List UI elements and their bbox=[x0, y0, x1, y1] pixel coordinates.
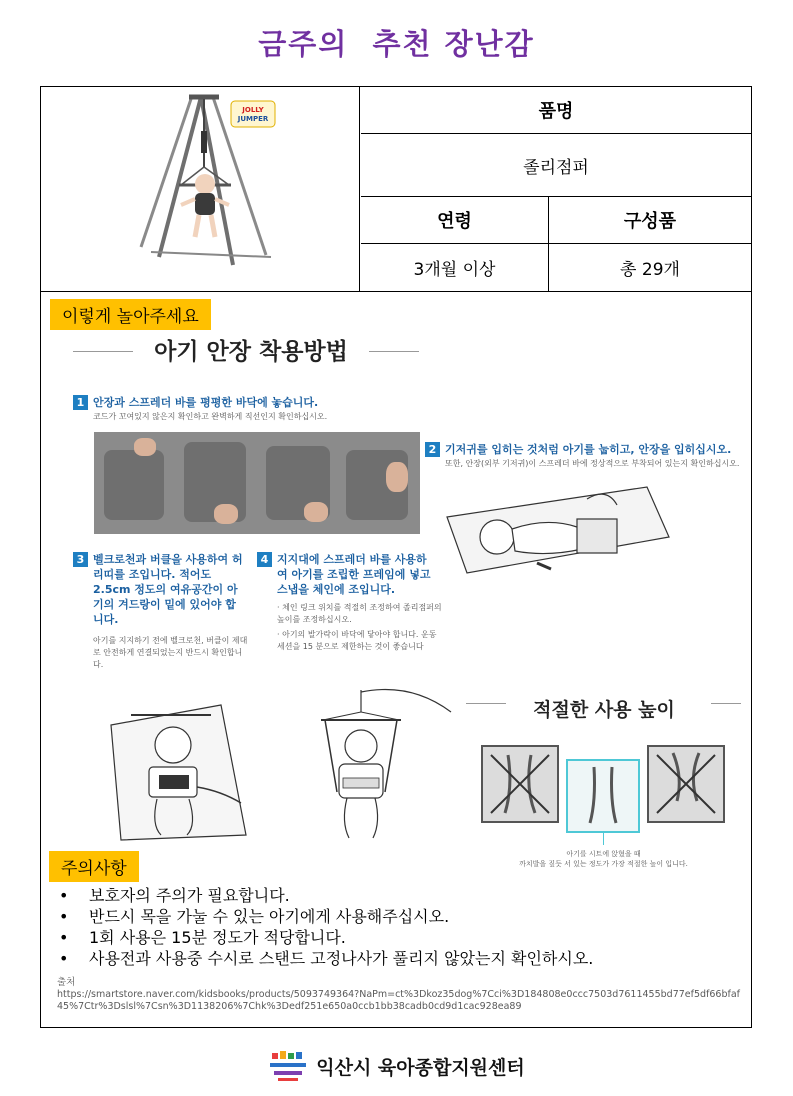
height-too-low bbox=[481, 745, 559, 823]
caution-item: • 사용전과 사용중 수시로 스탠드 고정나사가 풀리지 않았는지 확인하시오. bbox=[59, 948, 749, 969]
divider bbox=[603, 831, 604, 845]
step3-illustration bbox=[101, 695, 251, 843]
source-url[interactable]: https://smartstore.naver.com/kidsbooks/products/5093749364?NaPm=ct%3Dkoz35dog%7Cci%3D184808e0ccc7503d7611455bd77ef5df66bfaf45%7Ctr%3Dslsl%7Csn%3D1138206%7Chk%3Dedf251e650a0ccb1bb38cadb0cd9d1cac928ea89 bbox=[57, 989, 741, 1012]
product-table bbox=[41, 87, 751, 292]
step1-heading: 안장과 스프레더 바를 평평한 바닥에 놓습니다. bbox=[93, 396, 319, 409]
parts-header: 구성품 bbox=[549, 197, 751, 244]
step3-number: 3 bbox=[73, 552, 88, 567]
age-value: 3개월 이상 bbox=[361, 244, 549, 291]
source-block bbox=[57, 977, 741, 1013]
step4-number: 4 bbox=[257, 552, 272, 567]
parts-value: 총 29개 bbox=[620, 260, 680, 280]
caution-label: 주의사항 bbox=[49, 851, 139, 882]
center-name: 익산시 육아종합지원센터 bbox=[316, 1056, 525, 1079]
caution-item: • 1회 사용은 15분 정도가 적당합니다. bbox=[59, 927, 749, 948]
caution-list bbox=[59, 885, 749, 969]
content-frame bbox=[40, 86, 752, 1028]
height-note: 아기를 시트에 앉혔을 때 까치발을 짚듯 서 있는 정도가 가장 적절한 높이 입니다. bbox=[519, 850, 688, 868]
center-logo-icon bbox=[268, 1049, 308, 1083]
source-label: 출처 bbox=[57, 977, 76, 988]
age-header: 연령 bbox=[361, 197, 549, 244]
step1-number: 1 bbox=[73, 395, 88, 410]
height-too-high bbox=[647, 745, 725, 823]
step2-illustration bbox=[437, 477, 677, 577]
step4-body1: · 체인 링크 위치를 적절히 조정하여 졸리점퍼의 높이를 조정하십시오. bbox=[277, 603, 442, 624]
product-photo-cell bbox=[41, 87, 360, 291]
how-to-play-label: 이렇게 놀아주세요 bbox=[50, 299, 211, 330]
step2-number: 2 bbox=[425, 442, 440, 457]
page-title: 금주의 추천 장난감 bbox=[258, 27, 535, 61]
step1-body: 코드가 꼬여있지 않은지 확인하고 완벽하게 직선인지 확인하십시오. bbox=[93, 412, 328, 421]
step3-heading: 벨크로천과 버클을 사용하여 허리띠를 조입니다. 적어도 2.5cm 정도의 여유공간이 아기의 겨드랑이 밑에 있어야 합니다. bbox=[93, 553, 243, 626]
svg-text:JUMPER: JUMPER bbox=[237, 115, 269, 123]
step4-heading: 지지대에 스프레더 바를 사용하여 아기를 조립한 프레임에 넣고 스냅을 체인에 조입니다. bbox=[277, 553, 431, 596]
footer bbox=[0, 1046, 793, 1086]
height-title: 적절한 사용 높이 bbox=[533, 699, 675, 721]
height-correct bbox=[566, 759, 640, 833]
caution-item: • 반드시 목을 가눌 수 있는 아기에게 사용해주십시오. bbox=[59, 906, 749, 927]
product-name-header: 품명 bbox=[361, 87, 751, 134]
svg-text:JOLLY: JOLLY bbox=[242, 106, 264, 114]
usage-guide bbox=[61, 327, 741, 868]
guide-title: 아기 안장 착용방법 bbox=[154, 339, 348, 365]
product-name-value: 졸리점퍼 bbox=[361, 134, 751, 197]
step1-photos bbox=[94, 432, 420, 534]
caution-item: • 보호자의 주의가 필요합니다. bbox=[59, 885, 749, 906]
step2-heading: 기저귀를 입히는 것처럼 아기를 눕히고, 안장을 입히십시오. bbox=[445, 443, 732, 456]
step3-body: 아기를 지지하기 전에 벨크로천, 버클이 제대로 안전하게 연결되었는지 반드시 확인합니다. bbox=[93, 636, 248, 669]
step2-body: 또한, 안장(외부 기저귀)이 스프레더 바에 정상적으로 부착되어 있는지 확인하십시오. bbox=[445, 459, 740, 468]
divider bbox=[711, 703, 741, 704]
step4-body2: · 아기의 발가락이 바닥에 닿아야 합니다. 운동세션을 15 분으로 제한하는 것이 좋습니다 bbox=[277, 630, 437, 651]
divider bbox=[369, 351, 419, 352]
step4-illustration bbox=[291, 682, 461, 842]
jolly-jumper-image bbox=[41, 87, 360, 291]
